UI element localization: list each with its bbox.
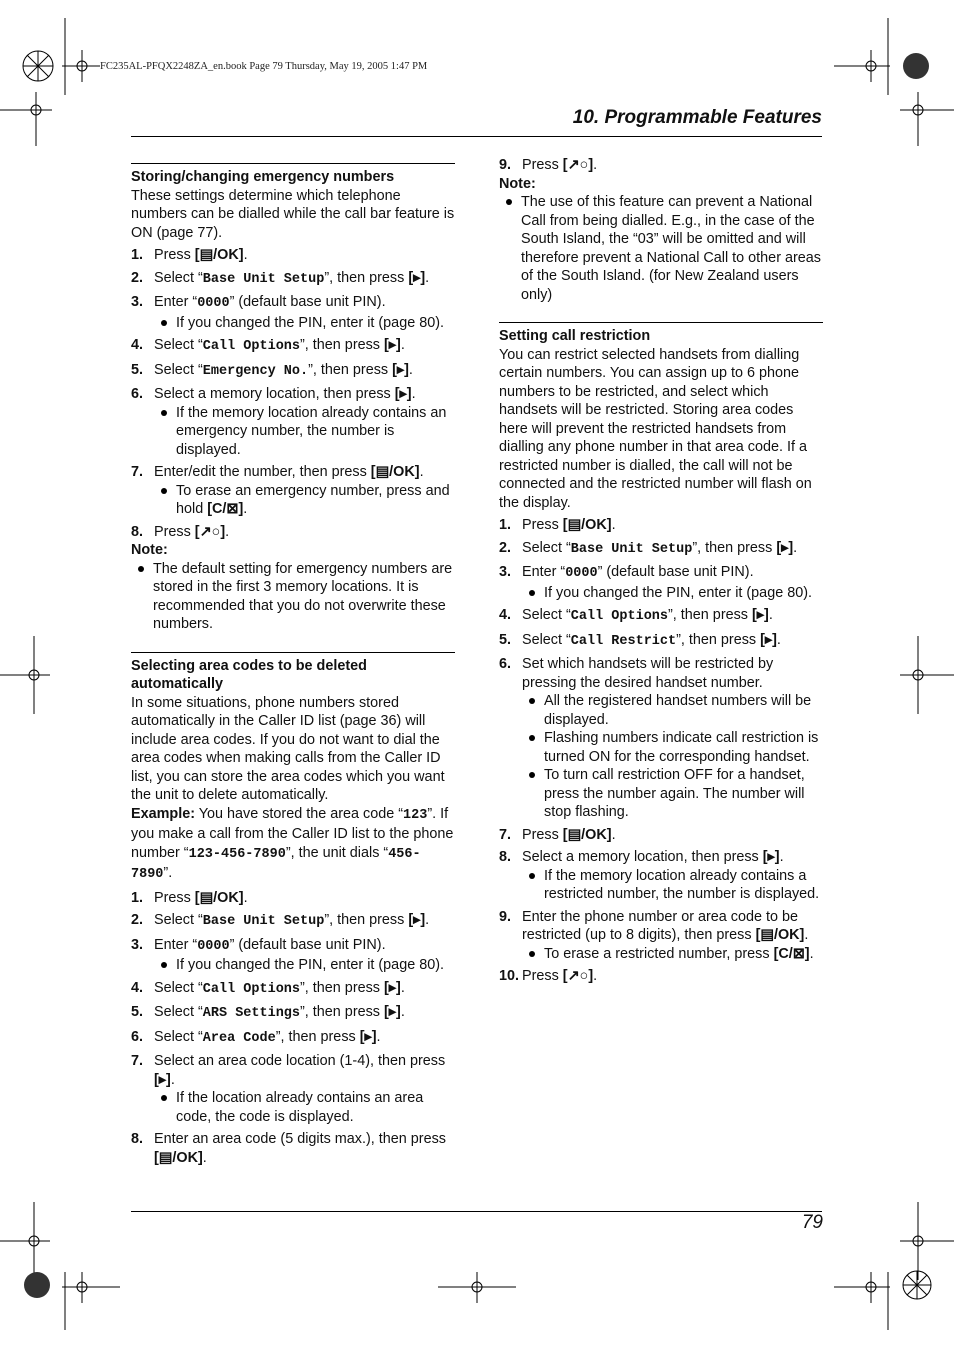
right-key-icon: [▸] <box>392 361 409 378</box>
section-divider <box>499 322 823 323</box>
note-bullet: The default setting for emergency numbers are stored in the first 3 memory locations. It is recommended that you do not overwrite these numbers. <box>131 560 455 634</box>
bullet: Flashing numbers indicate call restriction is turned ON for the corresponding handset. <box>522 729 823 766</box>
color-dot-icon <box>24 1272 50 1298</box>
step: 3. Enter “0000” (default base unit PIN). <box>131 936 386 954</box>
right-key-icon: [▸] <box>408 269 426 286</box>
step: 8. Select a memory location, then press [▸]. <box>499 849 784 865</box>
right-key-icon: [▸] <box>760 631 777 648</box>
step: 5. Select “Emergency No.”, then press [▸]. <box>131 361 413 379</box>
step: 4. Select “Call Options”, then press [▸]. <box>131 337 405 354</box>
step: 4. Select “Call Options”, then press [▸]. <box>131 979 405 997</box>
right-column <box>499 152 823 986</box>
bullet: To erase an emergency number, press and hold [C/⊠]. <box>154 482 455 519</box>
right-key-icon: [▸] <box>394 386 412 402</box>
crosshair-icon <box>0 1202 50 1280</box>
crosshair-icon <box>0 636 50 714</box>
crosshair-icon <box>900 92 954 146</box>
section-divider <box>131 652 455 653</box>
note-bullet: The use of this feature can prevent a National Call from being dialled. E.g., in the case of the South Island, the “03” will be omitted and will therefore prevent a National Call to other areas of the South Island. (for New Zealand users only) <box>499 193 823 304</box>
header-rule <box>131 136 822 137</box>
bullet: If you changed the PIN, enter it (page 80). <box>154 956 455 975</box>
area-heading: Selecting area codes to be deleted automatically <box>131 657 367 692</box>
step: 2. Select “Base Unit Setup”, then press [▸]. <box>499 539 798 557</box>
crosshair-icon <box>62 1272 120 1303</box>
step: 3. Enter “0000” (default base unit PIN). <box>131 294 386 311</box>
off-key-icon: [↗○] <box>562 157 594 173</box>
step: 8. Enter an area code (5 digits max.), then press [▤/OK]. <box>131 1131 446 1166</box>
step: 10. Press [↗○]. <box>499 968 598 984</box>
step: 5. Select “ARS Settings”, then press [▸]. <box>131 1004 405 1021</box>
off-key-icon: [↗○] <box>562 968 594 984</box>
clear-key-icon: [C/⊠] <box>773 945 810 962</box>
right-key-icon: [▸] <box>384 1004 401 1020</box>
emergency-heading: Storing/changing emergency numbers <box>131 169 395 185</box>
menu-ok-key-icon: [▤/OK] <box>562 826 612 843</box>
section-title: 10. Programmable Features <box>572 107 822 128</box>
step: 4. Select “Call Options”, then press [▸]. <box>499 607 773 624</box>
crosshair-icon <box>900 1202 954 1280</box>
step: 5. Select “Call Restrict”, then press [▸]. <box>499 631 781 649</box>
note-label: Note: <box>499 175 536 192</box>
registration-target-icon <box>903 1271 931 1299</box>
crosshair-icon <box>62 50 100 82</box>
step: 7. Select an area code location (1-4), then press [▸]. <box>131 1053 446 1088</box>
restrict-heading: Setting call restriction <box>499 328 651 344</box>
right-key-icon: [▸] <box>776 539 794 556</box>
off-key-icon: [↗○] <box>194 523 226 540</box>
crosshair-icon <box>438 1272 516 1303</box>
step: 1. Press [▤/OK]. <box>131 247 248 263</box>
step: 9. Press [↗○]. <box>499 157 598 173</box>
bullet: To turn call restriction OFF for a handset, press the number again. The number will stop flashing. <box>522 766 823 822</box>
area-example: Example: You have stored the area code “123”. If you make a call from the Caller ID list to the phone number “123-456-7890”, the unit dials “456-7890”. <box>131 805 454 882</box>
registration-target-icon <box>23 51 53 81</box>
right-key-icon: [▸] <box>384 979 401 996</box>
step: 7. Press [▤/OK]. <box>499 826 616 843</box>
note-label: Note: <box>131 542 168 558</box>
step: 6. Select “Area Code”, then press [▸]. <box>131 1028 381 1046</box>
bullet: To erase a restricted number, press [C/⊠]. <box>522 945 823 964</box>
menu-ok-key-icon: [▤/OK] <box>370 464 420 480</box>
step: 1. Press [▤/OK]. <box>131 889 248 906</box>
crosshair-icon <box>900 636 954 714</box>
file-header: FC235AL-PFQX2248ZA_en.book Page 79 Thursday, May 19, 2005 1:47 PM <box>100 61 428 72</box>
bullet: If you changed the PIN, enter it (page 80). <box>522 584 823 603</box>
step: 9. Enter the phone number or area code to be restricted (up to 8 digits), then press [▤/OK]. <box>499 908 809 943</box>
crosshair-icon <box>834 1272 890 1303</box>
bullet: If the location already contains an area code, the code is displayed. <box>154 1089 455 1126</box>
crosshair-icon <box>0 92 52 146</box>
step: 3. Enter “0000” (default base unit PIN). <box>499 564 754 581</box>
menu-ok-key-icon: [▤/OK] <box>755 927 805 943</box>
right-key-icon: [▸] <box>752 607 769 623</box>
restrict-intro: You can restrict selected handsets from dialling certain numbers. You can assign up to 6 phone numbers to be restricted, and select which handsets will be restricted. Storing area codes here will prevent the restricted handsets from dialling any phone number in that area code. If a restricted number is dialled, the call will not be connected and the restricted number will flash on the display. <box>499 346 812 511</box>
bullet: All the registered handset numbers will be displayed. <box>522 692 823 729</box>
step: 1. Press [▤/OK]. <box>499 517 616 533</box>
emergency-intro: These settings determine which telephone numbers can be dialled while the call bar feature is ON (page 77). <box>131 187 455 241</box>
menu-ok-key-icon: [▤/OK] <box>154 1149 203 1166</box>
right-key-icon: [▸] <box>154 1071 171 1088</box>
right-key-icon: [▸] <box>359 1028 377 1045</box>
bullet: If you changed the PIN, enter it (page 80). <box>154 314 455 333</box>
step: 7. Enter/edit the number, then press [▤/OK]. <box>131 464 424 480</box>
step: 6. Set which handsets will be restricted by pressing the desired handset number. <box>499 656 774 691</box>
page-number: 79 <box>801 1212 823 1233</box>
step: 8. Press [↗○]. <box>131 523 230 540</box>
menu-ok-key-icon: [▤/OK] <box>194 889 244 906</box>
color-dot-icon <box>903 53 929 79</box>
area-intro: In some situations, phone numbers stored automatically in the Caller ID list (page 36) will include area codes. If you do not want to dial the area codes when making calls from the Caller ID list, you can store the area codes which you want the unit to delete automatically. <box>131 694 445 803</box>
section-divider <box>131 163 455 164</box>
bullet: If the memory location already contains an emergency number, the number is displayed. <box>154 404 455 460</box>
right-key-icon: [▸] <box>762 849 780 865</box>
left-column <box>131 163 455 1167</box>
clear-key-icon: [C/⊠] <box>207 501 244 517</box>
footer-rule <box>131 1211 822 1212</box>
right-key-icon: [▸] <box>408 912 426 928</box>
step: 6. Select a memory location, then press [▸]. <box>131 386 416 402</box>
menu-ok-key-icon: [▤/OK] <box>562 517 612 533</box>
right-key-icon: [▸] <box>384 337 401 353</box>
menu-ok-key-icon: [▤/OK] <box>194 247 244 263</box>
bullet: If the memory location already contains a restricted number, the number is displayed. <box>522 867 823 904</box>
step: 2. Select “Base Unit Setup”, then press [▸]. <box>131 269 430 287</box>
crosshair-icon <box>834 50 890 82</box>
step: 2. Select “Base Unit Setup”, then press [▸]. <box>131 912 430 929</box>
